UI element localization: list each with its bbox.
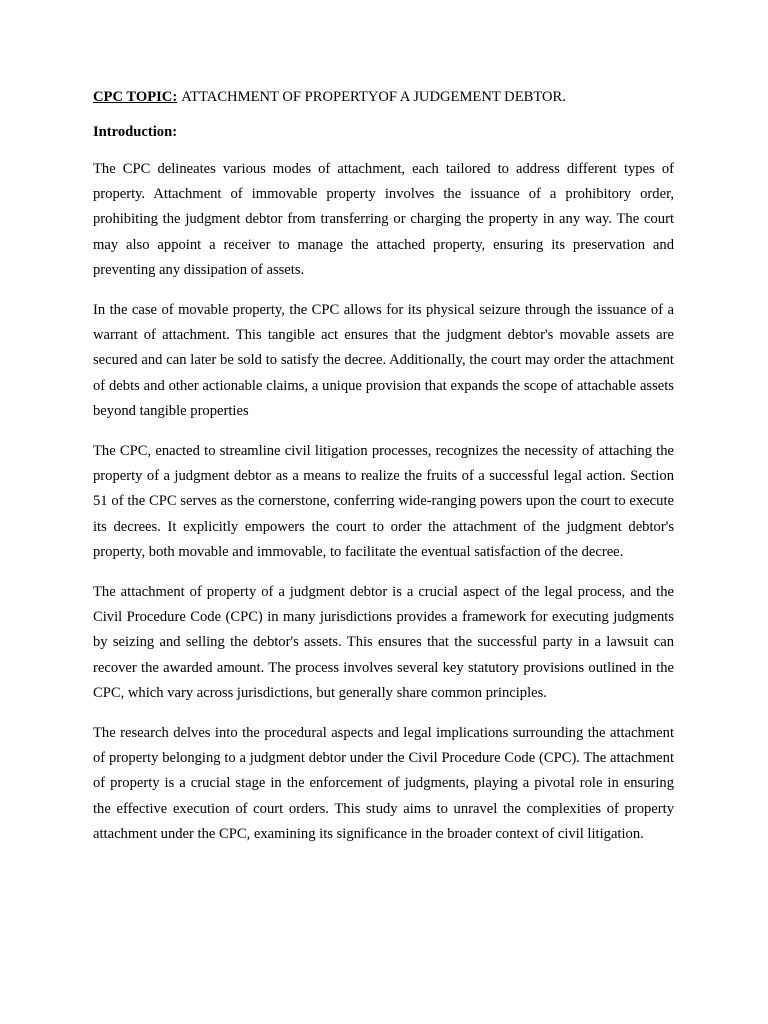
paragraph-2: In the case of movable property, the CPC allows for its physical seizure through the issuance of a warrant of attachment. This tangible act ensures that the judgment debtor's movable assets are secured and can later be sold to satisfy the decree. Additionally, the court may order the attachment of debts and other actionable claims, a unique provision that expands the scope of attachable assets beyond tangible properties	[93, 302, 674, 419]
paragraph-4: The attachment of property of a judgment debtor is a crucial aspect of the legal process, and the Civil Procedure Code (CPC) in many jurisdictions provides a framework for executing judgments by seizing and selling the debtor's assets. This ensures that the successful party in a lawsuit can recover the awarded amount. The process involves several key statutory provisions outlined in the CPC, which vary across jurisdictions, but generally share common principles.	[93, 584, 674, 701]
topic-label: CPC TOPIC:	[93, 89, 178, 105]
document-body	[93, 87, 674, 847]
introduction-heading: Introduction:	[93, 124, 178, 140]
paragraph-3: The CPC, enacted to streamline civil litigation processes, recognizes the necessity of attaching the property of a judgment debtor as a means to realize the fruits of a successful legal action. Section 51 of the CPC serves as the cornerstone, conferring wide-ranging powers upon the court to execute its decrees. It explicitly empowers the court to order the attachment of the judgment debtor's property, both movable and immovable, to facilitate the eventual satisfaction of the decree.	[93, 443, 674, 560]
paragraph-1: The CPC delineates various modes of attachment, each tailored to address different types of property. Attachment of immovable property involves the issuance of a prohibitory order, prohibiting the judgment debtor from transferring or charging the property in any way. The court may also appoint a receiver to manage the attached property, ensuring its preservation and preventing any dissipation of assets.	[93, 161, 674, 278]
topic-title: ATTACHMENT OF PROPERTYOF A JUDGEMENT DEBTOR.	[181, 89, 566, 105]
paragraph-5: The research delves into the procedural aspects and legal implications surrounding the attachment of property belonging to a judgment debtor under the Civil Procedure Code (CPC). The attachment of property is a crucial stage in the enforcement of judgments, playing a pivotal role in ensuring the effective execution of court orders. This study aims to unravel the complexities of property attachment under the CPC, examining its significance in the broader context of civil litigation.	[93, 725, 674, 842]
topic-line	[93, 87, 674, 107]
